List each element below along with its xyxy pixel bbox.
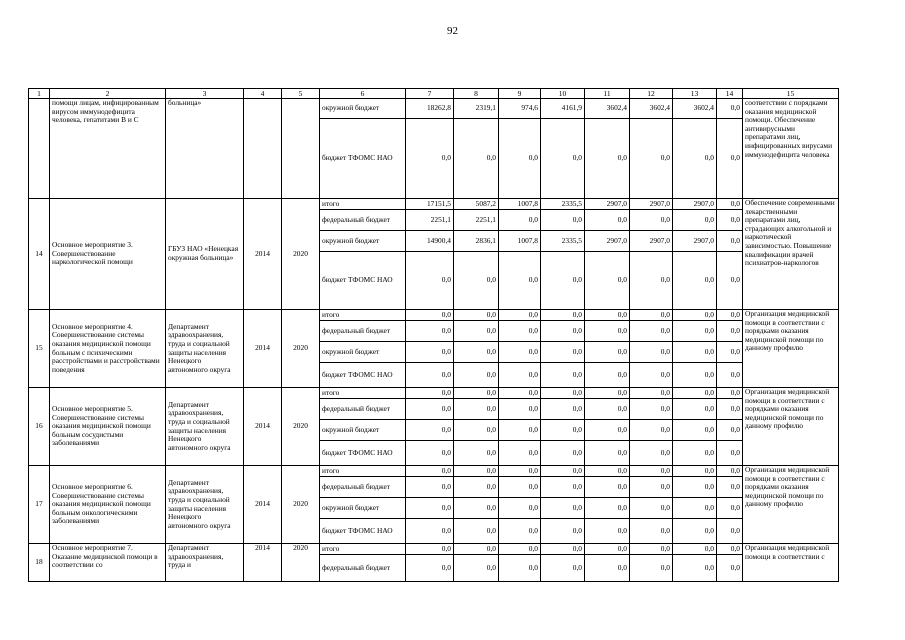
amount-cell: 0,0	[673, 420, 717, 441]
end-year: 2020	[282, 388, 320, 466]
amount-cell: 0,0	[673, 363, 717, 388]
amount-cell: 0,0	[454, 388, 499, 399]
end-year-cell	[282, 99, 320, 199]
amount-cell: 0,0	[454, 466, 499, 477]
end-year: 2020	[282, 466, 320, 544]
activity-name: Основное мероприятие 3. Совершенствование наркологической помощи	[50, 199, 166, 310]
expected-result: Обеспечение современными лекарственными препаратами лиц, страдающих алкогольной и наркотической зависимостью. Повышение квалификации врачей психиатров-наркологов	[743, 199, 839, 310]
item-number: 15	[29, 310, 50, 388]
expected-result: соответствии с порядками оказания медицинской помощи. Обеспечение антивирусными препаратами лиц, инфицированных вирусами иммунодефицита человека	[743, 99, 839, 199]
amount-cell: 0,0	[630, 498, 673, 519]
amount-cell: 0,0	[717, 441, 743, 466]
amount-cell: 0,0	[499, 399, 541, 420]
amount-cell: 2836,1	[454, 231, 499, 252]
funding-row	[29, 388, 839, 399]
amount-cell: 0,0	[454, 252, 499, 310]
column-number: 2	[50, 89, 166, 99]
column-number: 11	[585, 89, 630, 99]
amount-cell: 0,0	[406, 498, 454, 519]
amount-cell: 0,0	[630, 477, 673, 498]
amount-cell: 4161,9	[541, 99, 585, 119]
amount-cell: 0,0	[499, 498, 541, 519]
executor: ГБУЗ НАО «Ненецкая окружная больница»	[166, 199, 244, 310]
amount-cell: 0,0	[717, 199, 743, 210]
amount-cell: 0,0	[406, 252, 454, 310]
amount-cell: 0,0	[499, 466, 541, 477]
amount-cell: 0,0	[499, 310, 541, 321]
amount-cell: 0,0	[630, 119, 673, 199]
funding-source: бюджет ТФОМС НАО	[320, 252, 406, 310]
start-year: 2014	[244, 388, 282, 466]
amount-cell: 0,0	[673, 399, 717, 420]
column-number: 15	[743, 89, 839, 99]
expected-result: Организация медицинской помощи в соответствии с порядками оказания медицинской помощи по данному профилю	[743, 388, 839, 466]
funding-source: окружной бюджет	[320, 99, 406, 119]
amount-cell: 0,0	[717, 231, 743, 252]
amount-cell: 0,0	[717, 119, 743, 199]
activity-name: Основное мероприятие 4. Совершенствование системы оказания медицинской помощи больным с психическими расстройствами и расстройствами поведения	[50, 310, 166, 388]
amount-cell: 0,0	[541, 498, 585, 519]
funding-source: федеральный бюджет	[320, 555, 406, 582]
amount-cell: 2335,5	[541, 199, 585, 210]
funding-source: федеральный бюджет	[320, 477, 406, 498]
end-year: 2020	[282, 544, 320, 582]
column-number-row	[29, 89, 839, 99]
amount-cell: 0,0	[717, 363, 743, 388]
amount-cell: 0,0	[585, 441, 630, 466]
amount-cell: 0,0	[499, 342, 541, 363]
column-number: 9	[499, 89, 541, 99]
amount-cell: 0,0	[717, 210, 743, 231]
amount-cell: 0,0	[406, 119, 454, 199]
amount-cell: 0,0	[406, 420, 454, 441]
amount-cell: 0,0	[499, 388, 541, 399]
amount-cell: 0,0	[630, 399, 673, 420]
executor: больница»	[166, 99, 244, 199]
amount-cell: 0,0	[585, 498, 630, 519]
amount-cell: 1007,8	[499, 199, 541, 210]
amount-cell: 0,0	[499, 210, 541, 231]
amount-cell: 2907,0	[585, 199, 630, 210]
amount-cell: 0,0	[541, 388, 585, 399]
column-number: 7	[406, 89, 454, 99]
amount-cell: 0,0	[454, 441, 499, 466]
amount-cell: 0,0	[454, 498, 499, 519]
amount-cell: 0,0	[585, 519, 630, 544]
amount-cell: 0,0	[585, 342, 630, 363]
amount-cell: 0,0	[541, 477, 585, 498]
column-number: 6	[320, 89, 406, 99]
amount-cell: 2907,0	[585, 231, 630, 252]
amount-cell: 0,0	[673, 441, 717, 466]
amount-cell: 0,0	[406, 466, 454, 477]
start-year: 2014	[244, 466, 282, 544]
column-number: 14	[717, 89, 743, 99]
start-year: 2014	[244, 310, 282, 388]
amount-cell: 0,0	[454, 363, 499, 388]
amount-cell: 0,0	[673, 342, 717, 363]
amount-cell: 0,0	[717, 310, 743, 321]
amount-cell: 2319,1	[454, 99, 499, 119]
amount-cell: 18262,8	[406, 99, 454, 119]
funding-source: бюджет ТФОМС НАО	[320, 519, 406, 544]
item-number: 18	[29, 544, 50, 582]
page-number: 92	[447, 25, 458, 37]
amount-cell: 0,0	[585, 544, 630, 555]
item-number: 17	[29, 466, 50, 544]
funding-row	[29, 310, 839, 321]
amount-cell: 0,0	[717, 544, 743, 555]
amount-cell: 2335,5	[541, 231, 585, 252]
amount-cell: 0,0	[499, 420, 541, 441]
column-number: 10	[541, 89, 585, 99]
amount-cell: 0,0	[717, 99, 743, 119]
amount-cell: 0,0	[499, 519, 541, 544]
end-year: 2020	[282, 310, 320, 388]
amount-cell: 0,0	[673, 310, 717, 321]
amount-cell: 0,0	[673, 321, 717, 342]
amount-cell: 0,0	[406, 399, 454, 420]
amount-cell: 0,0	[499, 477, 541, 498]
amount-cell: 0,0	[406, 321, 454, 342]
funding-source: итого	[320, 310, 406, 321]
amount-cell: 0,0	[673, 544, 717, 555]
funding-source: бюджет ТФОМС НАО	[320, 441, 406, 466]
amount-cell: 0,0	[630, 466, 673, 477]
start-year-cell	[244, 99, 282, 199]
expected-result: Организация медицинской помощи в соответствии с порядками оказания медицинской помощи по данному профилю	[743, 466, 839, 544]
amount-cell: 0,0	[630, 321, 673, 342]
amount-cell: 0,0	[454, 477, 499, 498]
column-number: 13	[673, 89, 717, 99]
budget-table	[28, 88, 839, 582]
column-number: 4	[244, 89, 282, 99]
amount-cell: 0,0	[541, 321, 585, 342]
activity-name: помощи лицам, инфицированным вирусом иммунодефицита человека, гепатитами В и С	[50, 99, 166, 199]
funding-source: федеральный бюджет	[320, 210, 406, 231]
amount-cell: 3602,4	[673, 99, 717, 119]
amount-cell: 0,0	[541, 555, 585, 582]
amount-cell: 0,0	[406, 441, 454, 466]
amount-cell: 0,0	[541, 310, 585, 321]
funding-source: итого	[320, 466, 406, 477]
item-number: 14	[29, 199, 50, 310]
amount-cell: 0,0	[673, 519, 717, 544]
amount-cell: 0,0	[499, 321, 541, 342]
amount-cell: 0,0	[499, 363, 541, 388]
amount-cell: 0,0	[673, 498, 717, 519]
amount-cell: 3602,4	[630, 99, 673, 119]
item-number: 16	[29, 388, 50, 466]
item-number-cell	[29, 99, 50, 199]
funding-source: бюджет ТФОМС НАО	[320, 119, 406, 199]
amount-cell: 2251,1	[406, 210, 454, 231]
amount-cell: 974,6	[499, 99, 541, 119]
amount-cell: 0,0	[630, 252, 673, 310]
amount-cell: 0,0	[717, 321, 743, 342]
amount-cell: 0,0	[454, 544, 499, 555]
amount-cell: 0,0	[673, 210, 717, 231]
amount-cell: 0,0	[454, 555, 499, 582]
funding-source: итого	[320, 388, 406, 399]
amount-cell: 0,0	[673, 466, 717, 477]
amount-cell: 0,0	[541, 420, 585, 441]
amount-cell: 0,0	[585, 321, 630, 342]
amount-cell: 0,0	[499, 441, 541, 466]
funding-row	[29, 99, 839, 119]
amount-cell: 17151,5	[406, 199, 454, 210]
funding-source: итого	[320, 199, 406, 210]
funding-row	[29, 199, 839, 210]
amount-cell: 0,0	[630, 420, 673, 441]
funding-source: окружной бюджет	[320, 342, 406, 363]
amount-cell: 0,0	[717, 399, 743, 420]
amount-cell: 2907,0	[630, 231, 673, 252]
funding-source: итого	[320, 544, 406, 555]
expected-result: Организация медицинской помощи в соответствии с порядками оказания медицинской помощи по данному профилю	[743, 310, 839, 388]
amount-cell: 0,0	[499, 544, 541, 555]
amount-cell: 0,0	[630, 555, 673, 582]
column-number: 1	[29, 89, 50, 99]
amount-cell: 0,0	[406, 555, 454, 582]
amount-cell: 0,0	[499, 252, 541, 310]
amount-cell: 14900,4	[406, 231, 454, 252]
amount-cell: 0,0	[541, 441, 585, 466]
amount-cell: 0,0	[406, 363, 454, 388]
amount-cell: 0,0	[541, 544, 585, 555]
amount-cell: 0,0	[454, 342, 499, 363]
amount-cell: 2907,0	[673, 231, 717, 252]
amount-cell: 2251,1	[454, 210, 499, 231]
amount-cell: 0,0	[630, 363, 673, 388]
amount-cell: 0,0	[585, 555, 630, 582]
amount-cell: 0,0	[585, 119, 630, 199]
amount-cell: 0,0	[585, 388, 630, 399]
amount-cell: 0,0	[585, 363, 630, 388]
amount-cell: 0,0	[585, 252, 630, 310]
amount-cell: 0,0	[406, 342, 454, 363]
funding-source: окружной бюджет	[320, 231, 406, 252]
amount-cell: 0,0	[717, 420, 743, 441]
funding-row	[29, 544, 839, 555]
executor: Департамент здравоохранения, труда и социальной защиты населения Ненецкого автономного округа	[166, 310, 244, 388]
amount-cell: 0,0	[585, 466, 630, 477]
start-year: 2014	[244, 544, 282, 582]
amount-cell: 0,0	[630, 544, 673, 555]
amount-cell: 0,0	[717, 466, 743, 477]
start-year: 2014	[244, 199, 282, 310]
amount-cell: 0,0	[630, 519, 673, 544]
amount-cell: 0,0	[630, 388, 673, 399]
amount-cell: 0,0	[406, 544, 454, 555]
expected-result: Организация медицинской помощи в соответствии с	[743, 544, 839, 582]
amount-cell: 0,0	[454, 399, 499, 420]
activity-name: Основное мероприятие 7. Оказание медицинской помощи в соответствии со	[50, 544, 166, 582]
amount-cell: 0,0	[673, 388, 717, 399]
end-year: 2020	[282, 199, 320, 310]
executor: Департамент здравоохранения, труда и социальной защиты населения Ненецкого автономного округа	[166, 388, 244, 466]
amount-cell: 0,0	[454, 519, 499, 544]
amount-cell: 0,0	[406, 519, 454, 544]
amount-cell: 3602,4	[585, 99, 630, 119]
amount-cell: 0,0	[541, 252, 585, 310]
amount-cell: 0,0	[499, 119, 541, 199]
amount-cell: 0,0	[541, 519, 585, 544]
amount-cell: 0,0	[585, 477, 630, 498]
amount-cell: 1007,8	[499, 231, 541, 252]
amount-cell: 0,0	[585, 310, 630, 321]
funding-source: окружной бюджет	[320, 420, 406, 441]
amount-cell: 0,0	[717, 252, 743, 310]
amount-cell: 0,0	[585, 399, 630, 420]
amount-cell: 0,0	[673, 252, 717, 310]
amount-cell: 0,0	[499, 555, 541, 582]
amount-cell: 2907,0	[630, 199, 673, 210]
executor: Департамент здравоохранения, труда и	[166, 544, 244, 582]
amount-cell: 0,0	[717, 519, 743, 544]
funding-source: федеральный бюджет	[320, 399, 406, 420]
funding-source: окружной бюджет	[320, 498, 406, 519]
amount-cell: 0,0	[541, 119, 585, 199]
amount-cell: 0,0	[406, 477, 454, 498]
amount-cell: 0,0	[541, 466, 585, 477]
column-number: 12	[630, 89, 673, 99]
amount-cell: 0,0	[454, 310, 499, 321]
amount-cell: 0,0	[585, 210, 630, 231]
amount-cell: 0,0	[630, 441, 673, 466]
column-number: 8	[454, 89, 499, 99]
funding-source: бюджет ТФОМС НАО	[320, 363, 406, 388]
amount-cell: 0,0	[541, 399, 585, 420]
amount-cell: 0,0	[454, 420, 499, 441]
funding-source: федеральный бюджет	[320, 321, 406, 342]
amount-cell: 2907,0	[673, 199, 717, 210]
amount-cell: 0,0	[673, 555, 717, 582]
amount-cell: 0,0	[541, 210, 585, 231]
activity-name: Основное мероприятие 5. Совершенствование системы оказания медицинской помощи больным сосудистыми заболеваниями	[50, 388, 166, 466]
amount-cell: 0,0	[630, 342, 673, 363]
amount-cell: 0,0	[630, 210, 673, 231]
amount-cell: 0,0	[454, 119, 499, 199]
amount-cell: 0,0	[717, 388, 743, 399]
amount-cell: 0,0	[717, 477, 743, 498]
amount-cell: 0,0	[406, 388, 454, 399]
column-number: 5	[282, 89, 320, 99]
amount-cell: 0,0	[406, 310, 454, 321]
amount-cell: 0,0	[541, 342, 585, 363]
amount-cell: 0,0	[717, 555, 743, 582]
amount-cell: 0,0	[585, 420, 630, 441]
column-number: 3	[166, 89, 244, 99]
amount-cell: 0,0	[541, 363, 585, 388]
amount-cell: 0,0	[717, 498, 743, 519]
amount-cell: 5087,2	[454, 199, 499, 210]
executor: Департамент здравоохранения, труда и социальной защиты населения Ненецкого автономного округа	[166, 466, 244, 544]
amount-cell: 0,0	[454, 321, 499, 342]
amount-cell: 0,0	[673, 119, 717, 199]
amount-cell: 0,0	[673, 477, 717, 498]
activity-name: Основное мероприятие 6. Совершенствование системы оказания медицинской помощи больным онкологическими заболеваниями	[50, 466, 166, 544]
amount-cell: 0,0	[717, 342, 743, 363]
funding-row	[29, 466, 839, 477]
amount-cell: 0,0	[630, 310, 673, 321]
